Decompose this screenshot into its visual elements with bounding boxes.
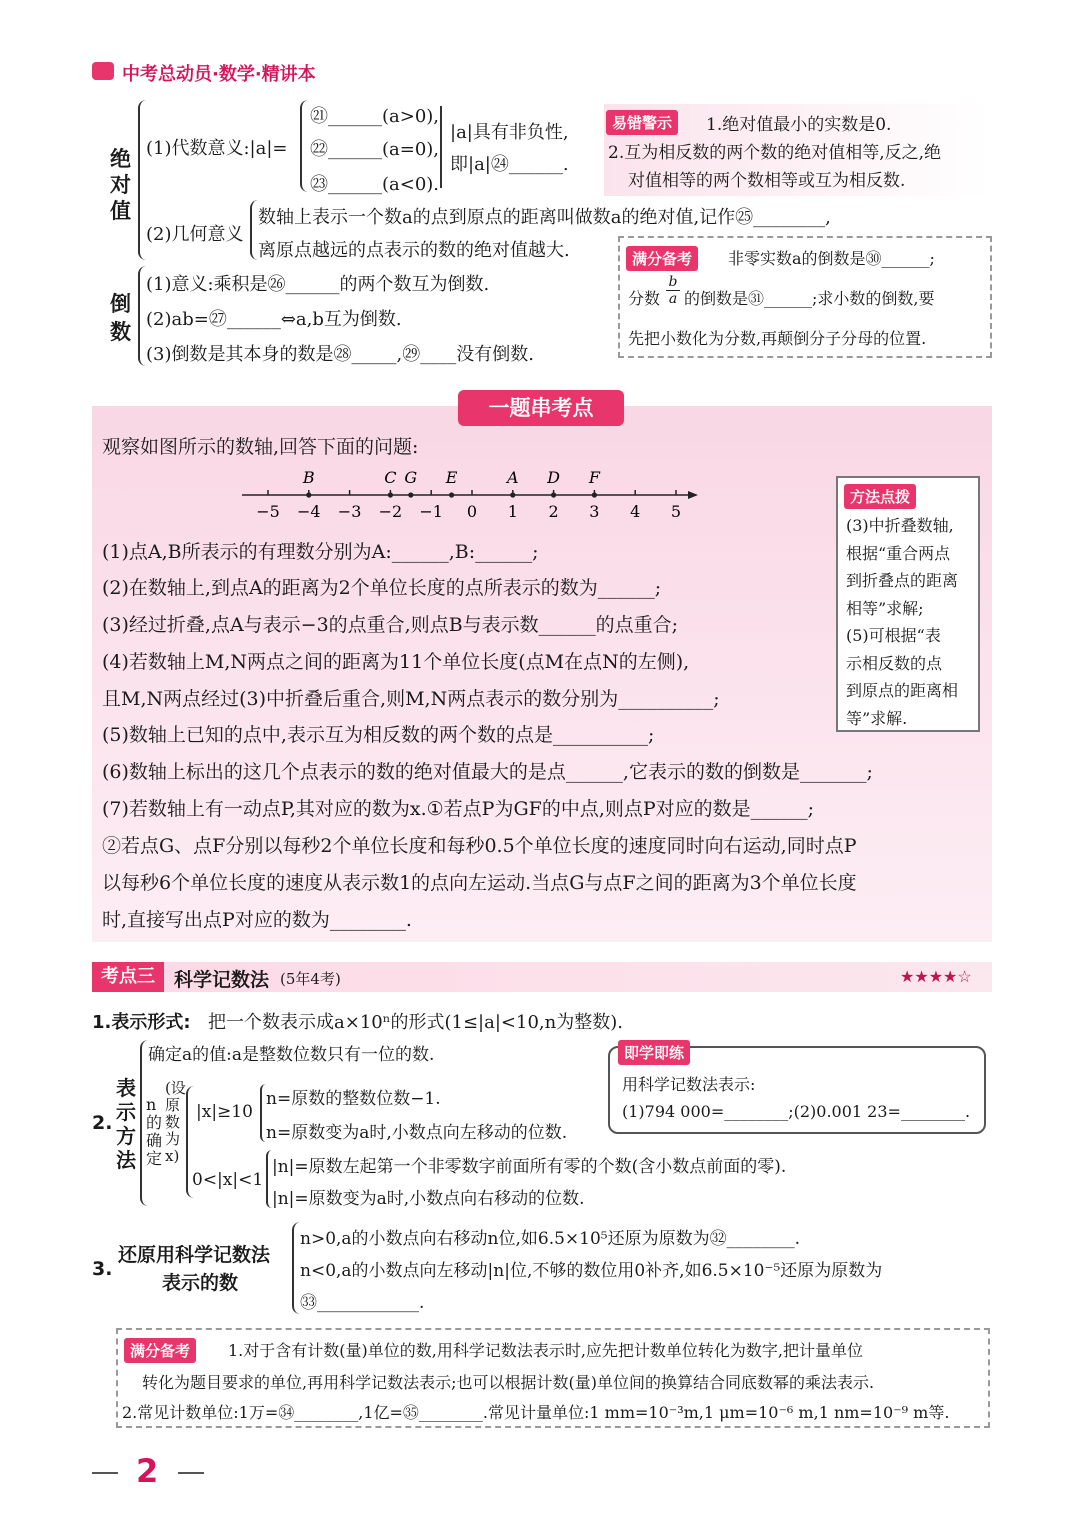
method-line: 示相反数的点 (846, 653, 943, 673)
q7c: 以每秒6个单位长度的速度从表示数1的点向左运动.当点G与点F之间的距离为3个单位长度 (102, 872, 857, 894)
full1-line-1: 非零实数a的倒数是㉚______; (728, 249, 935, 268)
full-score-tag-1: 满分备考 (626, 246, 698, 271)
p3-brace (292, 1222, 300, 1314)
method-line: 根据“重合两点 (846, 543, 951, 563)
practice-line-2: (1)794 000=________;(2)0.001 23=________. (622, 1102, 971, 1121)
big-rule-1: n=原数的整数位数−1. (266, 1089, 441, 1109)
tick-label: 0 (466, 502, 478, 521)
tick-label: 5 (670, 502, 682, 521)
method-line: 等”求解. (846, 708, 908, 728)
axis-arrow (688, 491, 698, 499)
p3-label-1: 还原用科学记数法 (118, 1244, 271, 1266)
footer-dash-right (178, 1472, 204, 1474)
tick-label: 3 (589, 502, 600, 521)
tick-label: −5 (256, 502, 280, 521)
p2-label: 表示方法 (116, 1076, 136, 1172)
method-line: 相等”求解; (846, 598, 924, 618)
abs-divider (440, 106, 442, 188)
method-tag: 方法点拨 (844, 484, 916, 509)
point-marker (408, 492, 413, 497)
abs-nonneg-1: |a|具有非负性, (450, 122, 569, 143)
practice-tag: 即学即练 (618, 1040, 690, 1065)
tick-label: −1 (419, 502, 443, 521)
q3: (3)经过折叠,点A与表示−3的点重合,则点B与表示数______的点重合; (102, 614, 679, 636)
q4b: 且M,N两点经过(3)中折叠后重合,则M,N两点表示的数分别为__________; (102, 688, 720, 710)
header-title: 中考总动员·数学·精讲本 (122, 64, 316, 85)
method-line: (5)可根据“表 (846, 626, 941, 645)
p1-text: 把一个数表示成a×10ⁿ的形式(1≤|a|<10,n为整数). (208, 1012, 623, 1033)
fraction-num: b (666, 274, 680, 291)
abs-alg-label: (1)代数意义:|a|= (146, 138, 288, 159)
method-box (836, 476, 980, 732)
full1-line-2b: 的倒数是㉛______;求小数的倒数,要 (684, 289, 935, 308)
point-label: B (302, 468, 315, 487)
full2-line-3: 2.常见计数单位:1万=㉞________,1亿=㉟________.常见计量单位:1 mm=10⁻³m,1 μm=10⁻⁶ m,1 nm=10⁻⁹ m等. (122, 1403, 950, 1422)
tick-label: 2 (548, 502, 559, 521)
recip-line-3: (3)倒数是其本身的数是㉘_____,㉙____没有倒数. (146, 344, 534, 365)
kp3-tag: 考点三 (92, 962, 164, 992)
page-number: 2 (136, 1452, 159, 1490)
q5: (5)数轴上已知的点中,表示互为相反数的两个数的点是__________; (102, 724, 655, 746)
small-rule-1: |n|=原数左起第一个非零数字前面所有零的个数(含小数点前面的零). (272, 1157, 787, 1177)
series-intro: 观察如图所示的数轴,回答下面的问题: (102, 436, 419, 458)
practice-box (608, 1046, 986, 1134)
recip-line-2: (2)ab=㉗______⇔a,b互为倒数. (146, 309, 402, 330)
warning-line-1: 1.绝对值最小的实数是0. (706, 115, 892, 135)
abs-geo-brace (250, 200, 258, 260)
full1-line-3: 先把小数化为分数,再颠倒分子分母的位置. (628, 329, 927, 348)
point-marker (592, 492, 597, 497)
point-marker (551, 492, 556, 497)
big-rule-2: n=原数变为a时,小数点向左移动的位数. (266, 1123, 568, 1143)
warning-line-2: 2.互为相反数的两个数的绝对值相等,反之,绝 (608, 143, 942, 163)
abs-geo-1: 数轴上表示一个数a的点到原点的距离叫做数a的绝对值,记作㉕________, (258, 207, 831, 228)
method-line: (3)中折叠数轴, (846, 516, 954, 535)
method-text (846, 512, 958, 732)
p1-label: 1.表示形式: (92, 1012, 191, 1033)
small-rule-2: |n|=原数变为a时,小数点向右移动的位数. (272, 1189, 585, 1209)
point-marker (306, 492, 311, 497)
point-label: A (507, 468, 519, 487)
restore-3: ㉝____________. (300, 1293, 425, 1313)
abs-geo-label: (2)几何意义 (146, 224, 244, 245)
recip-line-1: (1)意义:乘积是㉖______的两个数互为倒数. (146, 274, 490, 295)
small-cond: 0<|x|<1 (192, 1170, 264, 1190)
a-rule: 确定a的值:a是整数位数只有一位的数. (148, 1045, 435, 1065)
point-marker (449, 492, 454, 497)
fraction-den: a (668, 291, 678, 307)
abs-case-2: ㉒______(a=0), (310, 139, 440, 160)
point-label: E (445, 468, 458, 487)
tick-label: −2 (378, 502, 403, 521)
warning-line-3: 对值相等的两个数相等或互为相反数. (628, 171, 906, 191)
tick-label: 1 (507, 502, 518, 521)
full2-line-2: 转化为题目要求的单位,再用科学记数法表示;也可以根据计数(量)单位间的换算结合同底数幂的乘法表示. (142, 1373, 875, 1392)
q2: (2)在数轴上,到点A的距离为2个单位长度的点所表示的数为______; (102, 577, 662, 599)
kp3-bar (92, 962, 992, 992)
abs-case-1: ㉑______(a>0), (310, 106, 440, 127)
abs-title: 绝对值 (110, 147, 131, 223)
q6: (6)数轴上标出的这几个点表示的数的绝对值最大的是点______,它表示的数的倒数是_______; (102, 761, 873, 783)
full2-line-1: 1.对于含有计数(量)单位的数,用科学记数法表示时,应先把计数单位转化为数字,把计量单位 (228, 1341, 864, 1360)
kp3-freq: (5年4考) (280, 970, 341, 988)
p3-num: 3. (92, 1258, 113, 1280)
warning-tag: 易错警示 (606, 110, 678, 135)
full-score-box-2 (116, 1328, 990, 1428)
restore-2: n<0,a的小数点向左移动|n|位,不够的数位用0补齐,如6.5×10⁻⁵还原为原数为 (300, 1261, 883, 1281)
book-icon (92, 62, 114, 80)
full1-line-2a: 分数 (628, 289, 661, 308)
q7: (7)若数轴上有一动点P,其对应的数为x.①若点P为GF的中点,则点P对应的数是______; (102, 798, 815, 820)
kp3-title: 科学记数法 (174, 969, 270, 991)
method-line: 到折叠点的距离 (846, 571, 959, 590)
method-line: 到原点的距离相 (846, 681, 959, 700)
full-score-tag-2: 满分备考 (124, 1338, 196, 1363)
full-score-box-1 (618, 236, 992, 358)
q1: (1)点A,B所表示的有理数分别为A:______,B:______; (102, 541, 539, 563)
q7b: ②若点G、点F分别以每秒2个单位长度和每秒0.5个单位长度的速度同时向右运动,同时点P (102, 835, 857, 857)
footer-dash-left (92, 1472, 118, 1474)
kp3-stars: ★★★★☆ (900, 967, 972, 986)
n-note: (设原数为x) (165, 1079, 186, 1165)
recip-title: 倒数 (110, 292, 131, 344)
big-cond: |x|≥10 (196, 1102, 253, 1122)
point-label: D (547, 468, 561, 487)
abs-nonneg-2: 即|a|㉔______. (450, 154, 569, 175)
point-marker (388, 492, 393, 497)
point-label: F (588, 468, 600, 487)
p2-num: 2. (92, 1112, 113, 1134)
restore-1: n>0,a的小数点向右移动n位,如6.5×10⁵还原为原数为㉜________. (300, 1229, 801, 1249)
p3-label-2: 表示的数 (162, 1272, 239, 1294)
point-marker (510, 492, 515, 497)
point-label: C (384, 468, 397, 487)
practice-line-1: 用科学记数法表示: (622, 1075, 756, 1094)
warning-box (604, 104, 990, 196)
fraction (666, 274, 680, 307)
tick-label: −4 (297, 502, 321, 521)
tick-label: −3 (337, 502, 362, 521)
point-label: G (404, 468, 418, 487)
tick-label: 4 (630, 502, 641, 521)
abs-cases-brace (300, 100, 308, 192)
q4: (4)若数轴上M,N两点之间的距离为11个单位长度(点M在点N的左侧), (102, 651, 690, 673)
q7d: 时,直接写出点P对应的数为________. (102, 909, 412, 931)
abs-geo-2: 离原点越远的点表示的数的绝对值越大. (258, 240, 570, 261)
abs-case-3: ㉓______(a<0). (310, 174, 440, 195)
n-label: n的确定 (146, 1095, 163, 1168)
number-line (236, 462, 708, 526)
series-tag: 一题串考点 (458, 390, 624, 426)
header (92, 58, 992, 86)
